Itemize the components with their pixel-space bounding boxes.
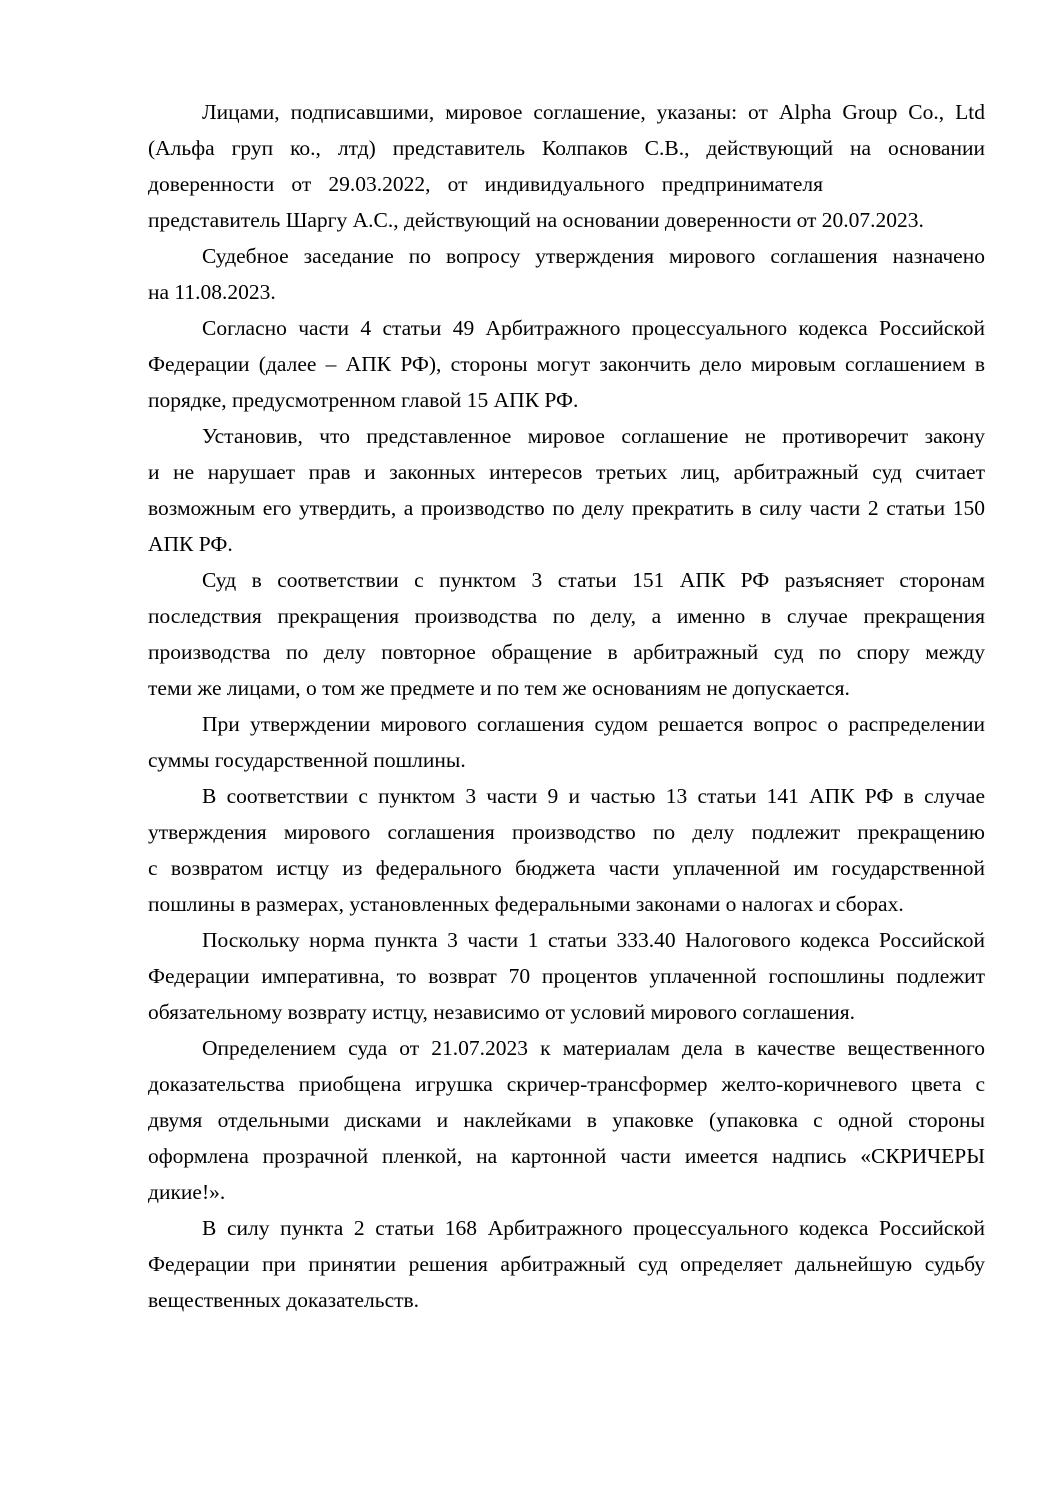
text-line: обязательному возврату истцу, независимо от условий мирового соглашения. [148,1000,856,1024]
text-line: суммы государственной пошлины. [148,748,466,772]
text-line: теми же лицами, о том же предмете и по тем же основаниям не допускается. [148,676,850,700]
paragraph-apk-article-49 [148,310,985,418]
text-line: Согласно части 4 статьи 49 Арбитражного процессуального кодекса Российской [202,316,985,340]
text-line: Лицами, подписавшими, мировое соглашение, указаны: от Alpha Group Co., Ltd [202,100,985,124]
text-line: дикие!». [148,1180,226,1204]
text-line: утверждения мирового соглашения производство по делу подлежит прекращению [148,820,985,844]
paragraph-tax-code-333-40 [148,922,985,1030]
text-line: Установив, что представленное мировое соглашение не противоречит закону [202,424,985,448]
text-line: Федерации при принятии решения арбитражный суд определяет дальнейшую судьбу [148,1252,985,1276]
text-line: и не нарушает прав и законных интересов третьих лиц, арбитражный суд считает [148,460,985,484]
text-line: последствия прекращения производства по делу, а именно в случае прекращения [148,604,985,628]
paragraph-apk-article-151-consequences [148,562,985,706]
text-line: пошлины в размерах, установленных федеральными законами о налогах и сборах. [148,892,904,916]
text-line: Определением суда от 21.07.2023 к материалам дела в качестве вещественного [202,1036,985,1060]
document-text [148,94,985,1318]
text-line: двумя отдельными дисками и наклейками в упаковке (упаковка с одной стороны [148,1108,985,1132]
text-line: При утверждении мирового соглашения судом решается вопрос о распределении [202,712,985,736]
text-line: оформлена прозрачной пленкой, на картонной части имеется надпись «СКРИЧЕРЫ [148,1144,985,1168]
text-line: представитель Шаргу А.С., действующий на основании доверенности от 20.07.2023. [148,208,924,232]
paragraph-apk-article-168-evidence-fate [148,1210,985,1318]
text-line: АПК РФ. [148,532,233,556]
text-line: порядке, предусмотренном главой 15 АПК РФ. [148,388,579,412]
paragraph-material-evidence-toy [148,1030,985,1210]
text-line: Поскольку норма пункта 3 части 1 статьи 333.40 Налогового кодекса Российской [202,928,985,952]
text-line: возможным его утвердить, а производство по делу прекратить в силу части 2 статьи 150 [148,496,985,520]
text-line: с возвратом истцу из федерального бюджета части уплаченной им государственной [148,856,985,880]
paragraph-court-approves [148,418,985,562]
text-line: на 11.08.2023. [148,280,276,304]
text-line: вещественных доказательств. [148,1288,420,1312]
text-line: Судебное заседание по вопросу утверждения мирового соглашения назначено [202,244,985,268]
paragraph-apk-article-141-refund [148,778,985,922]
paragraph-state-duty-question [148,706,985,778]
text-line: В силу пункта 2 статьи 168 Арбитражного процессуального кодекса Российской [202,1216,985,1240]
text-line: доказательства приобщена игрушка скричер-трансформер желто-коричневого цвета с [148,1072,985,1096]
paragraph-parties-signed [148,94,985,238]
text-line: Федерации (далее – АПК РФ), стороны могут закончить дело мировым соглашением в [148,352,985,376]
text-line: В соответствии с пунктом 3 части 9 и частью 13 статьи 141 АПК РФ в случае [202,784,985,808]
text-line: доверенности от 29.03.2022, от индивидуального предпринимателя [148,172,823,196]
text-line: Федерации императивна, то возврат 70 процентов уплаченной госпошлины подлежит [148,964,985,988]
text-line: производства по делу повторное обращение в арбитражный суд по спору между [148,640,985,664]
text-line: Суд в соответствии с пунктом 3 статьи 151 АПК РФ разъясняет сторонам [202,568,985,592]
paragraph-hearing-scheduled [148,238,985,310]
text-line: (Альфа груп ко., лтд) представитель Колпаков С.В., действующий на основании [148,136,985,160]
